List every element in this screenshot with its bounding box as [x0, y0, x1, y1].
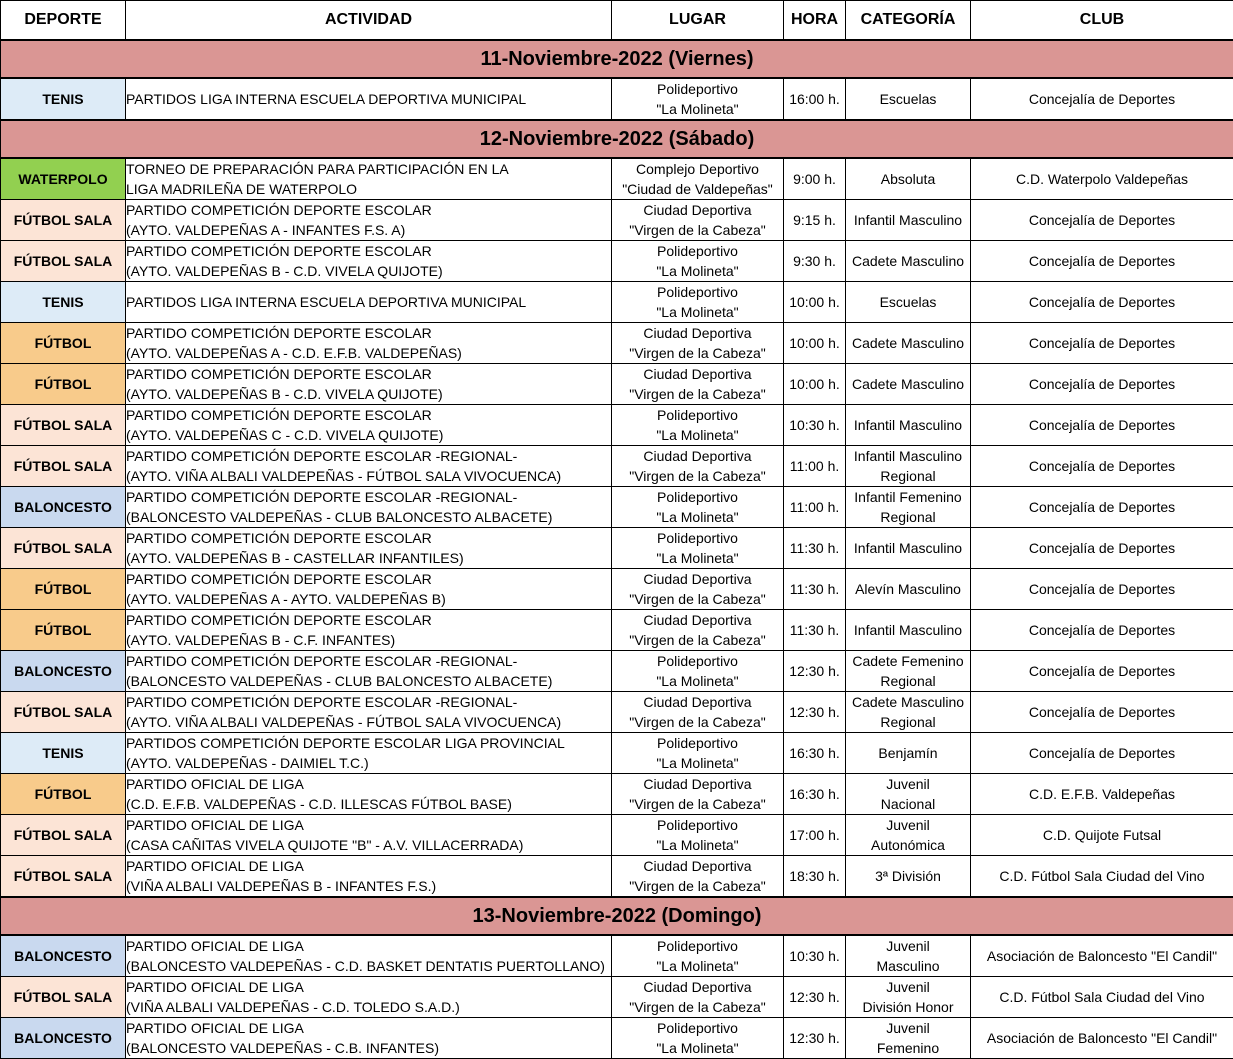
place-line: Ciudad Deportiva: [612, 610, 783, 630]
category-line: División Honor: [846, 997, 970, 1017]
activity-line: (BALONCESTO VALDEPEÑAS - CLUB BALONCESTO ALBACETE): [126, 671, 611, 691]
table-row: [1, 935, 1233, 977]
time-cell: 12:30 h.: [784, 977, 846, 1018]
time-cell: 16:00 h.: [784, 78, 846, 120]
activity-cell: [126, 733, 612, 774]
activity-line: (BALONCESTO VALDEPEÑAS - CLUB BALONCESTO ALBACETE): [126, 507, 611, 527]
table-row: [1, 78, 1233, 120]
club-cell: Concejalía de Deportes: [971, 610, 1233, 651]
category-line: Alevín Masculino: [846, 579, 970, 599]
category-line: Juvenil: [846, 774, 970, 794]
time-cell: 10:00 h.: [784, 364, 846, 405]
table-row: [1, 158, 1233, 200]
sport-cell: FÚTBOL SALA: [1, 856, 126, 898]
time-cell: 12:30 h.: [784, 692, 846, 733]
place-line: "Ciudad de Valdepeñas": [612, 179, 783, 199]
category-cell: [846, 977, 971, 1018]
category-line: Cadete Masculino: [846, 374, 970, 394]
place-line: "La Molineta": [612, 1038, 783, 1058]
activity-line: PARTIDO OFICIAL DE LIGA: [126, 977, 611, 997]
category-cell: [846, 692, 971, 733]
category-cell: [846, 78, 971, 120]
activity-line: TORNEO DE PREPARACIÓN PARA PARTICIPACIÓN EN LA: [126, 159, 611, 179]
activity-line: PARTIDO COMPETICIÓN DEPORTE ESCOLAR: [126, 569, 611, 589]
category-cell: [846, 158, 971, 200]
time-cell: 10:00 h.: [784, 282, 846, 323]
club-cell: Concejalía de Deportes: [971, 78, 1233, 120]
place-line: "Virgen de la Cabeza": [612, 589, 783, 609]
place-line: Polideportivo: [612, 815, 783, 835]
place-line: Polideportivo: [612, 487, 783, 507]
activity-line: PARTIDO OFICIAL DE LIGA: [126, 936, 611, 956]
category-cell: [846, 651, 971, 692]
place-line: "La Molineta": [612, 835, 783, 855]
club-cell: C.D. Quijote Futsal: [971, 815, 1233, 856]
place-cell: [612, 856, 784, 898]
club-cell: Concejalía de Deportes: [971, 733, 1233, 774]
day-title: 11-Noviembre-2022 (Viernes): [1, 40, 1233, 78]
club-cell: Concejalía de Deportes: [971, 364, 1233, 405]
category-line: 3ª División: [846, 866, 970, 886]
activity-line: (AYTO. VALDEPEÑAS B - C.D. VIVELA QUIJOTE): [126, 384, 611, 404]
activity-cell: [126, 815, 612, 856]
table-row: [1, 200, 1233, 241]
activity-line: PARTIDO OFICIAL DE LIGA: [126, 774, 611, 794]
club-cell: Concejalía de Deportes: [971, 200, 1233, 241]
club-cell: Concejalía de Deportes: [971, 692, 1233, 733]
place-line: Polideportivo: [612, 241, 783, 261]
activity-line: PARTIDO COMPETICIÓN DEPORTE ESCOLAR: [126, 364, 611, 384]
activity-cell: [126, 405, 612, 446]
sport-cell: TENIS: [1, 733, 126, 774]
activity-cell: [126, 364, 612, 405]
place-cell: [612, 569, 784, 610]
sport-cell: FÚTBOL SALA: [1, 200, 126, 241]
place-line: Ciudad Deportiva: [612, 977, 783, 997]
table-row: [1, 610, 1233, 651]
place-cell: [612, 610, 784, 651]
place-line: Polideportivo: [612, 282, 783, 302]
category-cell: [846, 200, 971, 241]
place-line: Ciudad Deportiva: [612, 774, 783, 794]
col-header-lugar: LUGAR: [612, 1, 784, 41]
category-line: Escuelas: [846, 89, 970, 109]
sport-cell: FÚTBOL: [1, 323, 126, 364]
category-line: Cadete Femenino: [846, 651, 970, 671]
place-line: "La Molineta": [612, 507, 783, 527]
category-line: Benjamín: [846, 743, 970, 763]
category-line: Regional: [846, 671, 970, 691]
activity-cell: [126, 610, 612, 651]
day-header-row: [1, 120, 1233, 158]
club-cell: C.D. Waterpolo Valdepeñas: [971, 158, 1233, 200]
activity-line: PARTIDOS LIGA INTERNA ESCUELA DEPORTIVA MUNICIPAL: [126, 292, 611, 312]
sport-cell: TENIS: [1, 282, 126, 323]
category-cell: [846, 241, 971, 282]
place-line: "La Molineta": [612, 99, 783, 119]
activity-line: (VIÑA ALBALI VALDEPEÑAS B - INFANTES F.S.): [126, 876, 611, 896]
activity-cell: [126, 78, 612, 120]
activity-line: (AYTO. VALDEPEÑAS A - C.D. E.F.B. VALDEPEÑAS): [126, 343, 611, 363]
sport-cell: FÚTBOL: [1, 610, 126, 651]
category-cell: [846, 1018, 971, 1059]
club-cell: C.D. Fútbol Sala Ciudad del Vino: [971, 856, 1233, 898]
place-line: Polideportivo: [612, 1018, 783, 1038]
table-row: [1, 241, 1233, 282]
club-cell: Concejalía de Deportes: [971, 405, 1233, 446]
col-header-actividad: ACTIVIDAD: [126, 1, 612, 41]
time-cell: 10:30 h.: [784, 935, 846, 977]
time-cell: 11:30 h.: [784, 528, 846, 569]
table-row: [1, 733, 1233, 774]
day-header-row: [1, 40, 1233, 78]
sport-cell: TENIS: [1, 78, 126, 120]
table-row: [1, 282, 1233, 323]
club-cell: Concejalía de Deportes: [971, 323, 1233, 364]
activity-line: PARTIDO COMPETICIÓN DEPORTE ESCOLAR: [126, 610, 611, 630]
club-cell: Concejalía de Deportes: [971, 528, 1233, 569]
table-row: [1, 651, 1233, 692]
activity-cell: [126, 241, 612, 282]
category-line: Masculino: [846, 956, 970, 976]
activity-line: PARTIDO COMPETICIÓN DEPORTE ESCOLAR -REGIONAL-: [126, 446, 611, 466]
time-cell: 10:00 h.: [784, 323, 846, 364]
place-cell: [612, 651, 784, 692]
activity-line: LIGA MADRILEÑA DE WATERPOLO: [126, 179, 611, 199]
table-row: [1, 446, 1233, 487]
category-cell: [846, 282, 971, 323]
sport-cell: BALONCESTO: [1, 935, 126, 977]
activity-line: PARTIDO COMPETICIÓN DEPORTE ESCOLAR: [126, 528, 611, 548]
activity-line: PARTIDO COMPETICIÓN DEPORTE ESCOLAR: [126, 405, 611, 425]
place-cell: [612, 935, 784, 977]
category-line: Juvenil: [846, 1018, 970, 1038]
activity-line: (AYTO. VIÑA ALBALI VALDEPEÑAS - FÚTBOL SALA VIVOCUENCA): [126, 712, 611, 732]
activity-line: (C.D. E.F.B. VALDEPEÑAS - C.D. ILLESCAS FÚTBOL BASE): [126, 794, 611, 814]
category-cell: [846, 815, 971, 856]
activity-cell: [126, 200, 612, 241]
place-cell: [612, 733, 784, 774]
sport-cell: FÚTBOL SALA: [1, 241, 126, 282]
activity-cell: [126, 528, 612, 569]
activity-line: (BALONCESTO VALDEPEÑAS - C.B. INFANTES): [126, 1038, 611, 1058]
place-cell: [612, 364, 784, 405]
club-cell: Concejalía de Deportes: [971, 241, 1233, 282]
place-line: "Virgen de la Cabeza": [612, 794, 783, 814]
sport-cell: FÚTBOL SALA: [1, 405, 126, 446]
activity-line: PARTIDOS COMPETICIÓN DEPORTE ESCOLAR LIGA PROVINCIAL: [126, 733, 611, 753]
category-line: Juvenil: [846, 936, 970, 956]
place-line: Ciudad Deportiva: [612, 856, 783, 876]
time-cell: 10:30 h.: [784, 405, 846, 446]
place-line: "Virgen de la Cabeza": [612, 220, 783, 240]
activity-cell: [126, 282, 612, 323]
activity-line: (AYTO. VALDEPEÑAS - DAIMIEL T.C.): [126, 753, 611, 773]
activity-line: (AYTO. VALDEPEÑAS A - INFANTES F.S. A): [126, 220, 611, 240]
time-cell: 11:00 h.: [784, 446, 846, 487]
table-row: [1, 569, 1233, 610]
day-header-row: [1, 897, 1233, 935]
category-cell: [846, 610, 971, 651]
category-line: Infantil Masculino: [846, 415, 970, 435]
category-line: Autonómica: [846, 835, 970, 855]
place-line: "La Molineta": [612, 548, 783, 568]
activity-line: PARTIDOS LIGA INTERNA ESCUELA DEPORTIVA MUNICIPAL: [126, 89, 611, 109]
category-line: Juvenil: [846, 815, 970, 835]
club-cell: Asociación de Baloncesto "El Candil": [971, 935, 1233, 977]
header-row: [1, 1, 1233, 41]
table-row: [1, 815, 1233, 856]
sport-cell: FÚTBOL SALA: [1, 528, 126, 569]
category-cell: [846, 569, 971, 610]
place-line: "Virgen de la Cabeza": [612, 876, 783, 896]
club-cell: Concejalía de Deportes: [971, 651, 1233, 692]
category-cell: [846, 405, 971, 446]
table-row: [1, 323, 1233, 364]
table-row: [1, 528, 1233, 569]
place-line: "La Molineta": [612, 671, 783, 691]
place-cell: [612, 78, 784, 120]
place-line: Ciudad Deportiva: [612, 323, 783, 343]
club-cell: Asociación de Baloncesto "El Candil": [971, 1018, 1233, 1059]
time-cell: 11:30 h.: [784, 610, 846, 651]
place-line: "Virgen de la Cabeza": [612, 712, 783, 732]
schedule-body: [1, 40, 1233, 1059]
activity-cell: [126, 692, 612, 733]
time-cell: 12:30 h.: [784, 1018, 846, 1059]
place-line: Polideportivo: [612, 405, 783, 425]
place-cell: [612, 405, 784, 446]
table-row: [1, 487, 1233, 528]
place-line: "Virgen de la Cabeza": [612, 997, 783, 1017]
category-cell: [846, 774, 971, 815]
place-cell: [612, 487, 784, 528]
category-line: Infantil Masculino: [846, 446, 970, 466]
category-line: Infantil Masculino: [846, 538, 970, 558]
category-cell: [846, 364, 971, 405]
place-line: "La Molineta": [612, 753, 783, 773]
table-row: [1, 405, 1233, 446]
category-line: Nacional: [846, 794, 970, 814]
table-row: [1, 977, 1233, 1018]
activity-line: PARTIDO COMPETICIÓN DEPORTE ESCOLAR: [126, 200, 611, 220]
activity-line: PARTIDO COMPETICIÓN DEPORTE ESCOLAR -REGIONAL-: [126, 487, 611, 507]
place-cell: [612, 323, 784, 364]
place-line: Ciudad Deportiva: [612, 200, 783, 220]
club-cell: C.D. Fútbol Sala Ciudad del Vino: [971, 977, 1233, 1018]
place-cell: [612, 692, 784, 733]
place-line: "La Molineta": [612, 956, 783, 976]
sport-cell: FÚTBOL SALA: [1, 815, 126, 856]
time-cell: 12:30 h.: [784, 651, 846, 692]
place-line: Ciudad Deportiva: [612, 569, 783, 589]
time-cell: 16:30 h.: [784, 733, 846, 774]
time-cell: 18:30 h.: [784, 856, 846, 898]
activity-line: (AYTO. VALDEPEÑAS C - C.D. VIVELA QUIJOTE): [126, 425, 611, 445]
place-cell: [612, 815, 784, 856]
time-cell: 11:30 h.: [784, 569, 846, 610]
club-cell: Concejalía de Deportes: [971, 282, 1233, 323]
category-cell: [846, 733, 971, 774]
activity-cell: [126, 977, 612, 1018]
place-cell: [612, 241, 784, 282]
category-cell: [846, 528, 971, 569]
activity-line: PARTIDO OFICIAL DE LIGA: [126, 1018, 611, 1038]
activity-cell: [126, 774, 612, 815]
activity-cell: [126, 487, 612, 528]
table-row: [1, 692, 1233, 733]
time-cell: 9:00 h.: [784, 158, 846, 200]
sport-cell: FÚTBOL SALA: [1, 692, 126, 733]
sport-cell: FÚTBOL SALA: [1, 977, 126, 1018]
table-row: [1, 364, 1233, 405]
activity-line: PARTIDO COMPETICIÓN DEPORTE ESCOLAR -REGIONAL-: [126, 651, 611, 671]
sport-cell: FÚTBOL: [1, 569, 126, 610]
table-row: [1, 1018, 1233, 1059]
club-cell: Concejalía de Deportes: [971, 446, 1233, 487]
category-line: Regional: [846, 466, 970, 486]
sport-cell: FÚTBOL SALA: [1, 446, 126, 487]
activity-line: (VIÑA ALBALI VALDEPEÑAS - C.D. TOLEDO S.A.D.): [126, 997, 611, 1017]
time-cell: 17:00 h.: [784, 815, 846, 856]
place-line: "La Molineta": [612, 261, 783, 281]
place-cell: [612, 1018, 784, 1059]
col-header-categoria: CATEGORÍA: [846, 1, 971, 41]
time-cell: 16:30 h.: [784, 774, 846, 815]
activity-line: (CASA CAÑITAS VIVELA QUIJOTE "B" - A.V. VILLACERRADA): [126, 835, 611, 855]
place-line: Polideportivo: [612, 651, 783, 671]
table-row: [1, 774, 1233, 815]
activity-line: (AYTO. VALDEPEÑAS B - C.F. INFANTES): [126, 630, 611, 650]
table-row: [1, 856, 1233, 898]
category-line: Absoluta: [846, 169, 970, 189]
category-line: Cadete Masculino: [846, 333, 970, 353]
time-cell: 11:00 h.: [784, 487, 846, 528]
category-line: Infantil Femenino: [846, 487, 970, 507]
activity-cell: [126, 935, 612, 977]
place-line: Ciudad Deportiva: [612, 692, 783, 712]
place-cell: [612, 446, 784, 487]
activity-line: PARTIDO OFICIAL DE LIGA: [126, 815, 611, 835]
place-line: "La Molineta": [612, 425, 783, 445]
place-line: Ciudad Deportiva: [612, 446, 783, 466]
category-line: Escuelas: [846, 292, 970, 312]
category-line: Infantil Masculino: [846, 620, 970, 640]
col-header-deporte: DEPORTE: [1, 1, 126, 41]
category-cell: [846, 487, 971, 528]
activity-line: PARTIDO COMPETICIÓN DEPORTE ESCOLAR: [126, 323, 611, 343]
activity-cell: [126, 323, 612, 364]
place-line: "Virgen de la Cabeza": [612, 343, 783, 363]
club-cell: Concejalía de Deportes: [971, 569, 1233, 610]
place-line: "La Molineta": [612, 302, 783, 322]
sport-cell: BALONCESTO: [1, 651, 126, 692]
activity-cell: [126, 446, 612, 487]
time-cell: 9:30 h.: [784, 241, 846, 282]
place-cell: [612, 200, 784, 241]
place-line: Ciudad Deportiva: [612, 364, 783, 384]
place-line: Complejo Deportivo: [612, 159, 783, 179]
place-line: "Virgen de la Cabeza": [612, 466, 783, 486]
sport-cell: BALONCESTO: [1, 487, 126, 528]
activity-line: PARTIDO COMPETICIÓN DEPORTE ESCOLAR -REGIONAL-: [126, 692, 611, 712]
category-line: Regional: [846, 712, 970, 732]
activity-line: (AYTO. VALDEPEÑAS B - C.D. VIVELA QUIJOTE): [126, 261, 611, 281]
activity-cell: [126, 1018, 612, 1059]
col-header-hora: HORA: [784, 1, 846, 41]
place-cell: [612, 528, 784, 569]
category-cell: [846, 446, 971, 487]
category-line: Infantil Masculino: [846, 210, 970, 230]
category-line: Femenino: [846, 1038, 970, 1058]
activity-line: PARTIDO COMPETICIÓN DEPORTE ESCOLAR: [126, 241, 611, 261]
col-header-club: CLUB: [971, 1, 1233, 41]
category-line: Regional: [846, 507, 970, 527]
place-line: "Virgen de la Cabeza": [612, 630, 783, 650]
activity-line: (BALONCESTO VALDEPEÑAS - C.D. BASKET DENTATIS PUERTOLLANO): [126, 956, 611, 976]
category-line: Cadete Masculino: [846, 692, 970, 712]
category-cell: [846, 323, 971, 364]
sport-cell: FÚTBOL: [1, 364, 126, 405]
sport-cell: WATERPOLO: [1, 158, 126, 200]
club-cell: C.D. E.F.B. Valdepeñas: [971, 774, 1233, 815]
activity-cell: [126, 569, 612, 610]
category-line: Juvenil: [846, 977, 970, 997]
day-title: 12-Noviembre-2022 (Sábado): [1, 120, 1233, 158]
time-cell: 9:15 h.: [784, 200, 846, 241]
activity-cell: [126, 856, 612, 898]
place-line: Polideportivo: [612, 733, 783, 753]
activity-line: PARTIDO OFICIAL DE LIGA: [126, 856, 611, 876]
category-line: Cadete Masculino: [846, 251, 970, 271]
place-cell: [612, 774, 784, 815]
activity-line: (AYTO. VIÑA ALBALI VALDEPEÑAS - FÚTBOL SALA VIVOCUENCA): [126, 466, 611, 486]
place-cell: [612, 977, 784, 1018]
place-line: Polideportivo: [612, 936, 783, 956]
activity-line: (AYTO. VALDEPEÑAS B - CASTELLAR INFANTILES): [126, 548, 611, 568]
place-line: Polideportivo: [612, 79, 783, 99]
activity-cell: [126, 158, 612, 200]
place-cell: [612, 158, 784, 200]
sport-cell: BALONCESTO: [1, 1018, 126, 1059]
place-cell: [612, 282, 784, 323]
club-cell: Concejalía de Deportes: [971, 487, 1233, 528]
place-line: "Virgen de la Cabeza": [612, 384, 783, 404]
activity-line: (AYTO. VALDEPEÑAS A - AYTO. VALDEPEÑAS B): [126, 589, 611, 609]
sport-cell: FÚTBOL: [1, 774, 126, 815]
category-cell: [846, 935, 971, 977]
day-title: 13-Noviembre-2022 (Domingo): [1, 897, 1233, 935]
category-cell: [846, 856, 971, 898]
activity-cell: [126, 651, 612, 692]
place-line: Polideportivo: [612, 528, 783, 548]
